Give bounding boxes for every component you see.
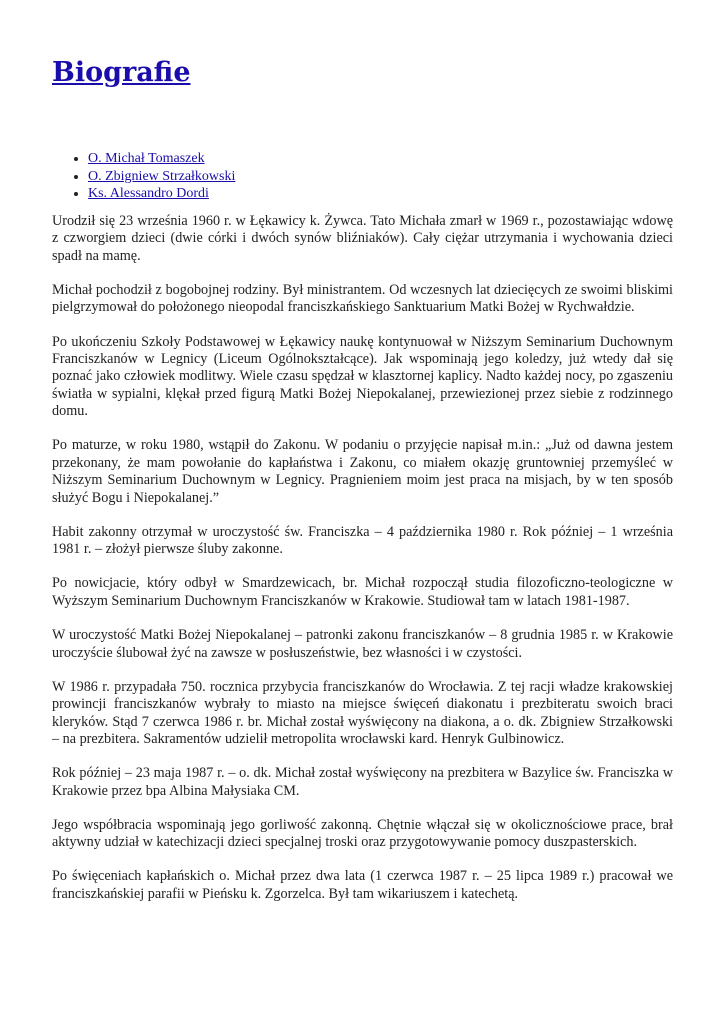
- paragraph: Po święceniach kapłańskich o. Michał przez dwa lata (1 czerwca 1987 r. – 25 lipca 1989 r.) pracował we franciszkańskiej parafii w Pieńsku k. Zgorzelca. Był tam wikariuszem i katechetą.: [52, 868, 673, 902]
- page-title-link[interactable]: Biografie: [52, 57, 191, 88]
- paragraph: Urodził się 23 września 1960 r. w Łękawicy k. Żywca. Tato Michała zmarł w 1969 r., pozostawiając wdowę z czworgiem dzieci (dwie córki i dwóch synów bliźniaków). Cały ciężar utrzymania i wychowania dzieci spadł na mamę.: [52, 213, 673, 264]
- list-item: [88, 150, 235, 168]
- paragraph: Po maturze, w roku 1980, wstąpił do Zakonu. W podaniu o przyjęcie napisał m.in.: „Już od dawna jestem przekonany, że mam powołanie do kapłaństwa i Zakonu, co miałem okazję gruntowniej przemyśleć w Niższym Seminarium Duchownym w Legnicy. Pragnieniem moim jest praca na misjach, by w ten sposób służyć Bogu i Niepokalanej.”: [52, 437, 673, 506]
- paragraph: Habit zakonny otrzymał w uroczystość św. Franciszka – 4 października 1980 r. Rok później – 1 września 1981 r. – złożył pierwsze śluby zakonne.: [52, 523, 673, 558]
- paragraph: Po ukończeniu Szkoły Podstawowej w Łękawicy naukę kontynuował w Niższym Seminarium Duchownym Franciszkanów w Legnicy (Liceum Ogólnokształcące). Jak wspominają jego koledzy, już wtedy dał się poznać jako człowiek modlitwy. Wiele czasu spędzał w klasztornej kaplicy. Nadto każdej nocy, po zgaszeniu światła w sypialni, klękał przed figurą Matki Bożej Niepokalanej, przewiezionej przez siebie z rodzinnego domu.: [52, 333, 673, 420]
- link-zbigniew-strzalkowski[interactable]: O. Zbigniew Strzałkowski: [88, 168, 236, 184]
- biography-content: [52, 213, 673, 920]
- page-title: [52, 54, 191, 92]
- paragraph: W 1986 r. przypadała 750. rocznica przybycia franciszkanów do Wrocławia. Z tej racji władze krakowskiej prowincji franciszkanów wybrały to miasto na miejsce święceń diakonatu i prezbiteratu swoich braci kleryków. Stąd 7 czerwca 1986 r. br. Michał został wyświęcony na diakona, a o. dk. Zbigniew Strzałkowski – na prezbitera. Sakramentów udzielił metropolita wrocławski kard. Henryk Gulbinowicz.: [52, 678, 673, 747]
- list-item: [88, 185, 235, 203]
- link-michal-tomaszek[interactable]: O. Michał Tomaszek: [88, 151, 205, 166]
- paragraph: Po nowicjacie, który odbył w Smardzewicach, br. Michał rozpoczął studia filozoficzno-teologiczne w Wyższym Seminarium Duchownym Franciszkanów w Krakowie. Studiował tam w latach 1981-1987.: [52, 575, 673, 609]
- paragraph: Jego współbracia wspominają jego gorliwość zakonną. Chętnie włączał się w okolicznościowe prace, brał aktywny udział w katechizacji dzieci specjalnej troski oraz przygotowywanie pomocy duszpasterskich.: [52, 816, 673, 851]
- paragraph: Rok później – 23 maja 1987 r. – o. dk. Michał został wyświęcony na prezbitera w Bazylice św. Franciszka w Krakowie przez bpa Albina Małysiaka CM.: [52, 765, 673, 799]
- biography-links-list: [52, 150, 235, 203]
- list-item: [88, 168, 235, 186]
- paragraph: W uroczystość Matki Bożej Niepokalanej – patronki zakonu franciszkanów – 8 grudnia 1985 r. w Krakowie uroczyście ślubował żyć na zawsze w posłuszeństwie, bez własności i w czystości.: [52, 627, 673, 661]
- paragraph: Michał pochodził z bogobojnej rodziny. Był ministrantem. Od wczesnych lat dziecięcych ze swoimi bliskimi pielgrzymował do położonego nieopodal franciszkańskiego Sanktuarium Matki Bożej w Rychwałdzie.: [52, 282, 673, 316]
- link-alessandro-dordi[interactable]: Ks. Alessandro Dordi: [88, 186, 209, 201]
